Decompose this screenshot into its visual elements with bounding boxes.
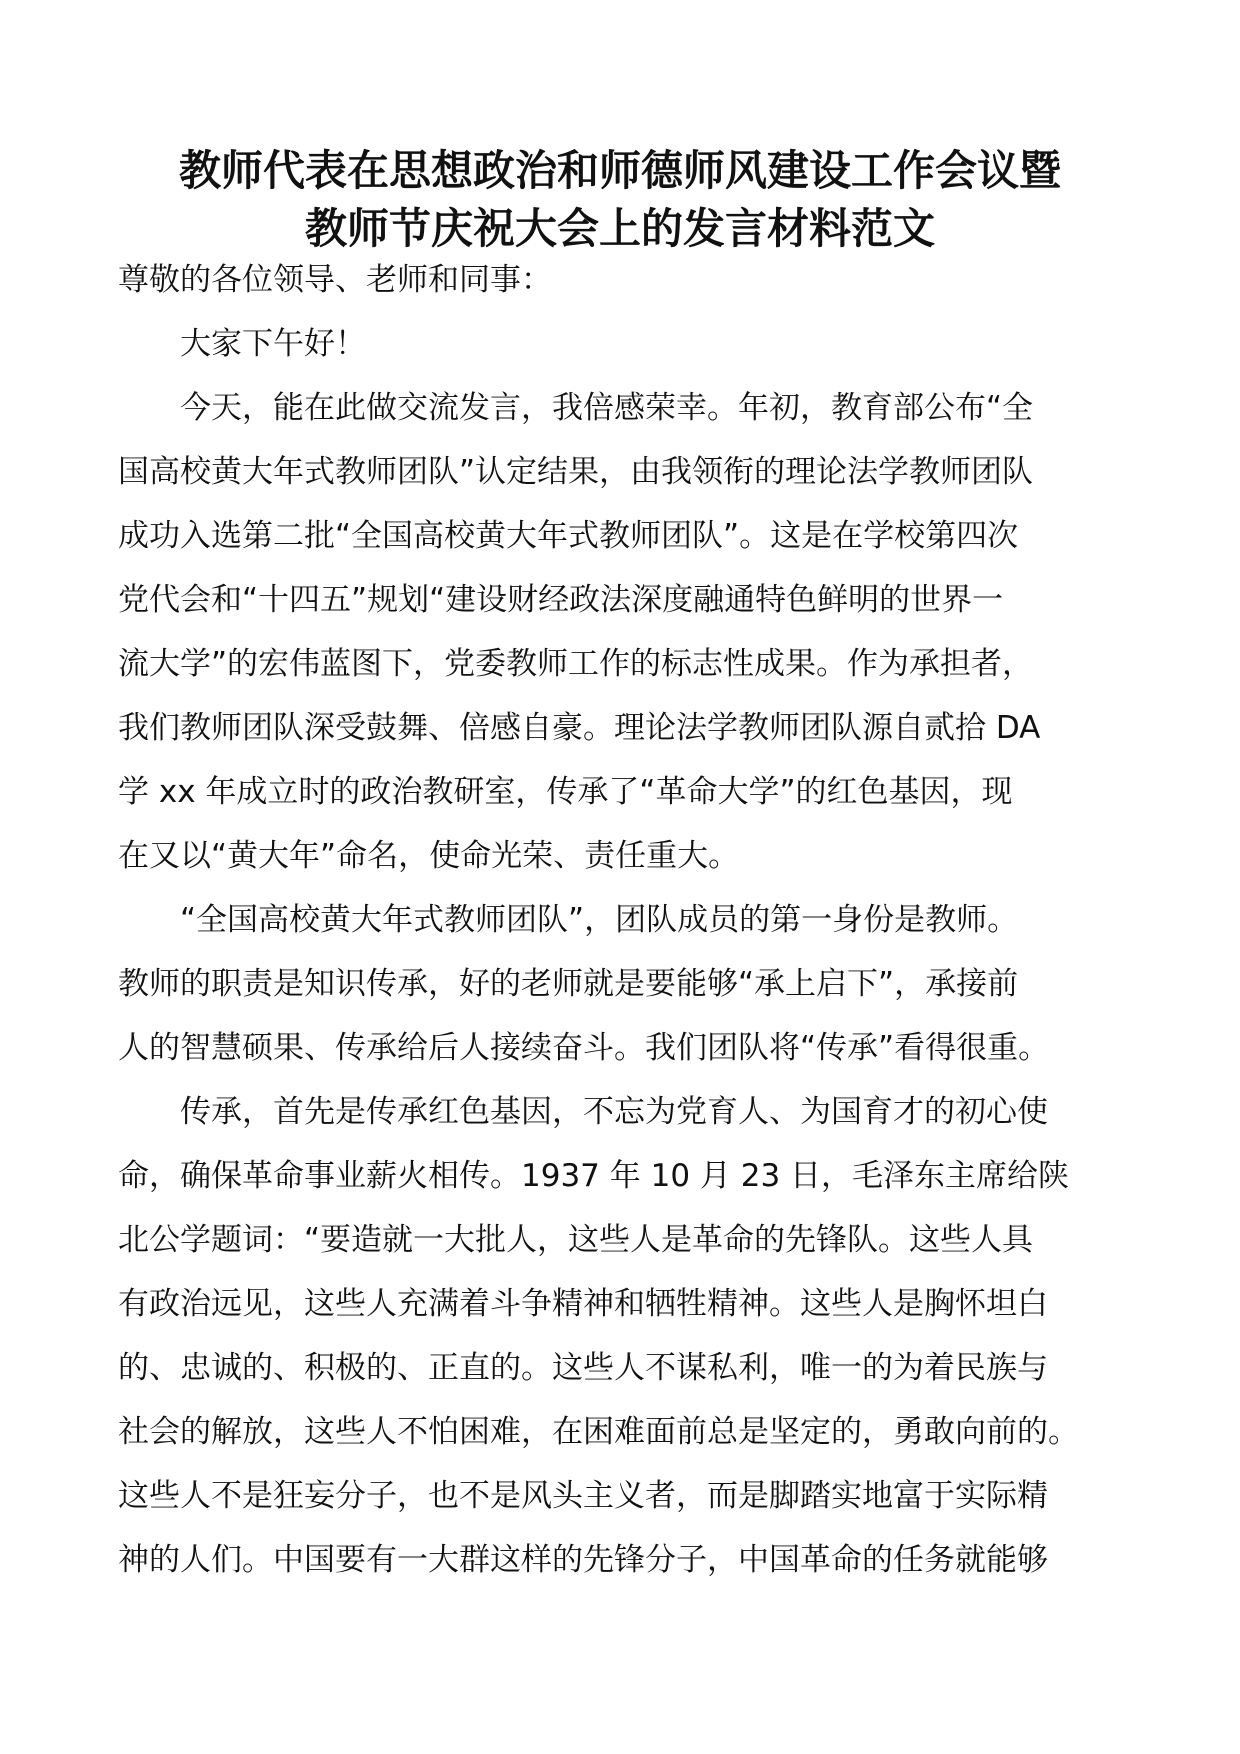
paragraph-line: 人的智慧硕果、传承给后人接续奋斗。我们团队将“传承”看得很重。	[118, 1030, 1050, 1066]
paragraph-teacher-role	[118, 888, 1128, 1080]
paragraph-line: 这些人不是狂妄分子，也不是风头主义者，而是脚踏实地富于实际精	[118, 1478, 1048, 1514]
paragraph-line: 社会的解放，这些人不怕困难，在困难面前总是坚定的，勇敢向前的。	[118, 1414, 1079, 1450]
paragraph-line: 的、忠诚的、积极的、正直的。这些人不谋私利，唯一的为着民族与	[118, 1350, 1048, 1386]
salutation: 尊敬的各位领导、老师和同事：	[118, 262, 552, 298]
document-title	[100, 142, 1140, 258]
paragraph-line: 国高校黄大年式教师团队”认定结果，由我领衔的理论法学教师团队	[118, 454, 1034, 490]
paragraph-line: 北公学题词：“要造就一大批人，这些人是革命的先锋队。这些人具	[118, 1222, 1034, 1258]
document-body	[118, 248, 1128, 1592]
title-line: 教师节庆祝大会上的发言材料范文	[304, 204, 935, 253]
paragraph-greeting	[118, 312, 1128, 376]
paragraph-line: 学 xx 年成立时的政治教研室，传承了“革命大学”的红色基因，现	[118, 774, 1013, 810]
title-line: 教师代表在思想政治和师德师风建设工作会议暨	[178, 146, 1061, 195]
paragraph-line: 今天，能在此做交流发言，我倍感荣幸。年初，教育部公布“全	[180, 390, 1034, 426]
paragraph-line: 成功入选第二批“全国高校黄大年式教师团队”。这是在学校第四次	[118, 518, 1019, 554]
paragraph-line: 神的人们。中国要有一大群这样的先锋分子，中国革命的任务就能够	[118, 1542, 1048, 1578]
paragraph-line: 有政治远见，这些人充满着斗争精神和牺牲精神。这些人是胸怀坦白	[118, 1286, 1048, 1322]
paragraph-line: 大家下午好！	[180, 326, 366, 362]
paragraph-line: 流大学”的宏伟蓝图下，党委教师工作的标志性成果。作为承担者，	[118, 646, 1034, 682]
paragraph-inheritance	[118, 1080, 1128, 1592]
paragraph-line: 传承，首先是传承红色基因，不忘为党育人、为国育才的初心使	[180, 1094, 1048, 1130]
paragraph-line: “全国高校黄大年式教师团队”，团队成员的第一身份是教师。	[180, 902, 1019, 938]
paragraph-line: 在又以“黄大年”命名，使命光荣、责任重大。	[118, 838, 740, 874]
paragraph-line: 我们教师团队深受鼓舞、倍感自豪。理论法学教师团队源自贰拾 DA	[118, 710, 1041, 746]
paragraph-introduction	[118, 376, 1128, 888]
paragraph-line: 教师的职责是知识传承，好的老师就是要能够“承上启下”，承接前	[118, 966, 1019, 1002]
paragraph-line: 党代会和“十四五”规划“建设财经政法深度融通特色鲜明的世界一	[118, 582, 1004, 618]
paragraph-line: 命，确保革命事业薪火相传。1937 年 10 月 23 日，毛泽东主席给陕	[118, 1158, 1070, 1194]
